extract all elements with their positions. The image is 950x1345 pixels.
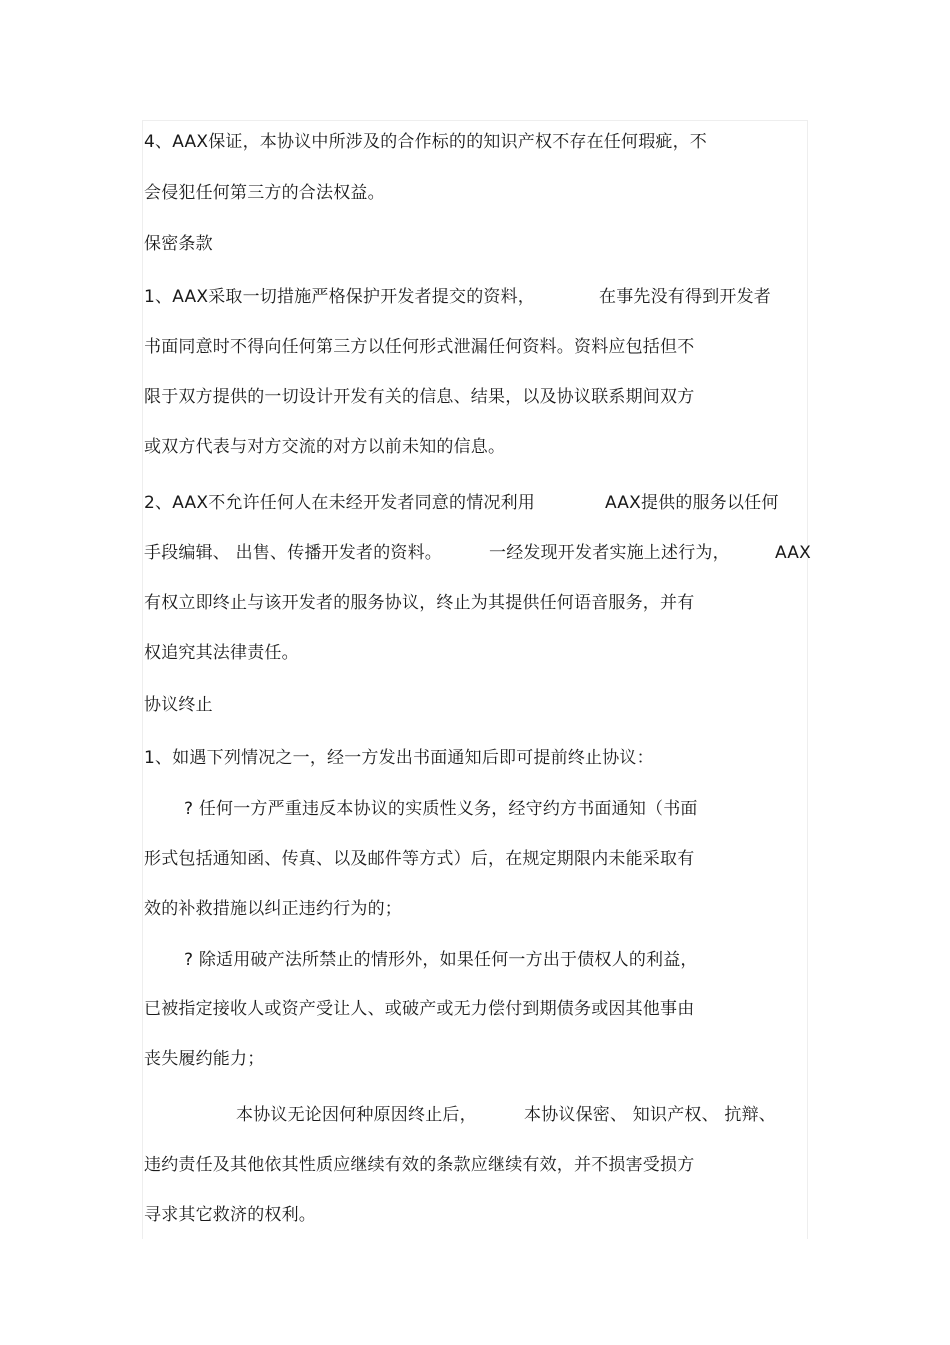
text-segment: 或双方代表与对方交流的对方以前未知的信息。 bbox=[144, 437, 506, 457]
text-segment: 本协议无论因何种原因终止后， bbox=[236, 1105, 477, 1125]
text-segment: 丧失履约能力； bbox=[144, 1049, 265, 1069]
text-segment: 效的补救措施以纠正违约行为的； bbox=[144, 899, 402, 919]
text-segment: 在事先没有得到开发者 bbox=[599, 287, 771, 307]
text-segment: 权追究其法律责任。 bbox=[144, 643, 299, 663]
text-segment: 1、AAX采取一切措施严格保护开发者提交的资料， bbox=[144, 287, 535, 307]
text-segment: 会侵犯任何第三方的合法权益。 bbox=[144, 183, 385, 203]
text-segment: 4、AAX保证，本协议中所涉及的合作标的的知识产权不存在任何瑕疵，不 bbox=[144, 132, 707, 152]
text-segment: 形式包括通知函、传真、以及邮件等方式）后，在规定期限内未能采取有 bbox=[144, 849, 695, 869]
text-segment: 本协议保密、 知识产权、 抗辩、 bbox=[524, 1105, 777, 1125]
text-segment: 手段编辑、 出售、传播开发者的资料。 bbox=[144, 543, 443, 563]
text-segment: 违约责任及其他依其性质应继续有效的条款应继续有效，并不损害受损方 bbox=[144, 1155, 695, 1175]
text-segment: 已被指定接收人或资产受让人、或破产或无力偿付到期债务或因其他事由 bbox=[144, 999, 695, 1019]
text-segment: 协议终止 bbox=[144, 695, 213, 715]
text-segment: 1、如遇下列情况之一，经一方发出书面通知后即可提前终止协议： bbox=[144, 748, 654, 768]
text-segment: 有权立即终止与该开发者的服务协议，终止为其提供任何语音服务，并有 bbox=[144, 593, 695, 613]
text-segment: AAX bbox=[775, 543, 811, 563]
text-segment: ? 除适用破产法所禁止的情形外，如果任何一方出于债权人的利益， bbox=[184, 950, 698, 970]
text-segment: 一经发现开发者实施上述行为， bbox=[489, 543, 730, 563]
text-segment: 2、AAX不允许任何人在未经开发者同意的情况利用 bbox=[144, 493, 535, 513]
text-segment: 书面同意时不得向任何第三方以任何形式泄漏任何资料。资料应包括但不 bbox=[144, 337, 695, 357]
text-segment: 限于双方提供的一切设计开发有关的信息、结果，以及协议联系期间双方 bbox=[144, 387, 695, 407]
text-segment: AAX提供的服务以任何 bbox=[605, 493, 779, 513]
text-segment: 保密条款 bbox=[144, 234, 213, 254]
text-segment: ? 任何一方严重违反本协议的实质性义务，经守约方书面通知（书面 bbox=[184, 799, 698, 819]
text-segment: 寻求其它救济的权利。 bbox=[144, 1205, 316, 1225]
